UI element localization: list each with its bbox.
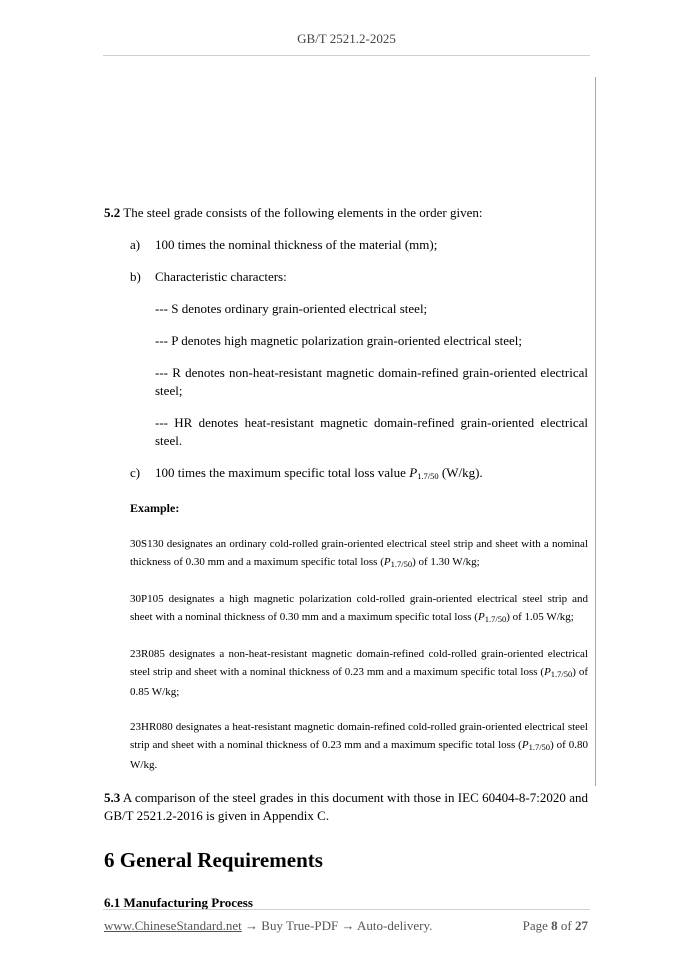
example-text-end: ) of 1.05 W/kg;: [506, 611, 574, 623]
page-footer: [104, 918, 588, 934]
page-number: 8: [551, 918, 558, 933]
list-label: c): [130, 465, 141, 480]
clause-text: The steel grade consists of the following elements in the order given:: [120, 205, 483, 220]
example-text-end: ) of 0.80 W/kg.: [130, 739, 589, 771]
footer-divider: [103, 909, 590, 910]
symbol-subscript: 1.7/50: [390, 559, 413, 569]
promo-text: → Buy True-PDF → Auto-delivery.: [241, 918, 433, 933]
symbol-subscript: 1.7/50: [528, 742, 551, 752]
example-text: 30S130 designates an ordinary cold-rolled grain-oriented electrical steel strip and sheet with a nominal thickness of 0.30 mm and a maximum specific total loss (: [130, 538, 588, 568]
example-30s130: [104, 535, 588, 573]
section-heading-6: 6 General Requirements: [104, 848, 323, 872]
site-link[interactable]: www.ChineseStandard.net: [104, 918, 242, 933]
symbol-subscript: 1.7/50: [417, 471, 439, 481]
subsection-heading-6-1: 6.1 Manufacturing Process: [104, 895, 253, 910]
clause-number: 5.3: [104, 790, 121, 805]
list-label: a): [130, 237, 141, 252]
symbol-subscript: 1.7/50: [550, 669, 573, 679]
example-label: Example:: [130, 501, 180, 515]
margin-change-bar: [595, 77, 596, 786]
list-text: 100 times the maximum specific total loss value: [155, 465, 410, 480]
footer-promo: [104, 918, 432, 933]
example-text: 23R085 designates a non-heat-resistant magnetic domain-refined cold-rolled grain-oriented electrical steel strip and sheet with a nominal thickness of 0.23 mm and a maximum specific total loss (: [130, 648, 588, 678]
symbol-p: P: [409, 465, 418, 480]
example-text: 30P105 designates a high magnetic polarization cold-rolled grain-oriented electrical steel strip and sheet with a nominal thickness of 0.30 mm and a maximum specific total loss (: [130, 593, 588, 623]
example-text-end: ) of 1.30 W/kg;: [412, 556, 480, 568]
list-item-b: [104, 268, 588, 286]
list-item-c: [104, 464, 588, 485]
symbol-p: P: [521, 739, 529, 751]
list-item-a: [104, 236, 588, 254]
example-text: 23HR080 designates a heat-resistant magnetic domain-refined cold-rolled grain-oriented electrical steel strip and sheet with a nominal thickness of 0.23 mm and a maximum specific total loss (: [130, 721, 588, 751]
header-divider: [103, 55, 590, 56]
of-word: of: [560, 918, 572, 933]
dash-item-s: --- S denotes ordinary grain-oriented electrical steel;: [155, 301, 428, 316]
example-text-end: ) of 0.85 W/kg;: [130, 666, 589, 698]
symbol-p: P: [477, 611, 485, 623]
page-body: [104, 204, 588, 912]
clause-text: A comparison of the steel grades in this document with those in IEC 60404-8-7:2020 and GB/T 2521.2-2016 is given in Appendix C.: [104, 790, 588, 823]
page-header: GB/T 2521.2-2025: [297, 31, 396, 46]
symbol-subscript: 1.7/50: [484, 614, 507, 624]
clause-5-3: [104, 789, 588, 825]
list-label: b): [130, 269, 141, 284]
dash-item-p: --- P denotes high magnetic polarization grain-oriented electrical steel;: [155, 333, 522, 348]
symbol-p: P: [383, 556, 391, 568]
page-word: Page: [522, 918, 548, 933]
example-23r085: [104, 645, 588, 701]
clause-5-2: [104, 204, 588, 222]
example-30p105: [104, 590, 588, 628]
page-counter: [523, 918, 588, 934]
example-23hr080: [104, 718, 588, 774]
dash-item-hr: --- HR denotes heat-resistant magnetic domain-refined grain-oriented electrical steel.: [155, 415, 588, 448]
total-pages: 27: [575, 918, 588, 933]
list-text: Characteristic characters:: [155, 269, 287, 284]
list-text-end: (W/kg).: [438, 465, 483, 480]
grade-elements-list: [104, 236, 588, 485]
symbol-p: P: [544, 666, 551, 678]
clause-number: 5.2: [104, 205, 121, 220]
list-text: 100 times the nominal thickness of the material (mm);: [155, 237, 438, 252]
dash-item-r: --- R denotes non-heat-resistant magnetic domain-refined grain-oriented electrical steel;: [155, 365, 588, 398]
